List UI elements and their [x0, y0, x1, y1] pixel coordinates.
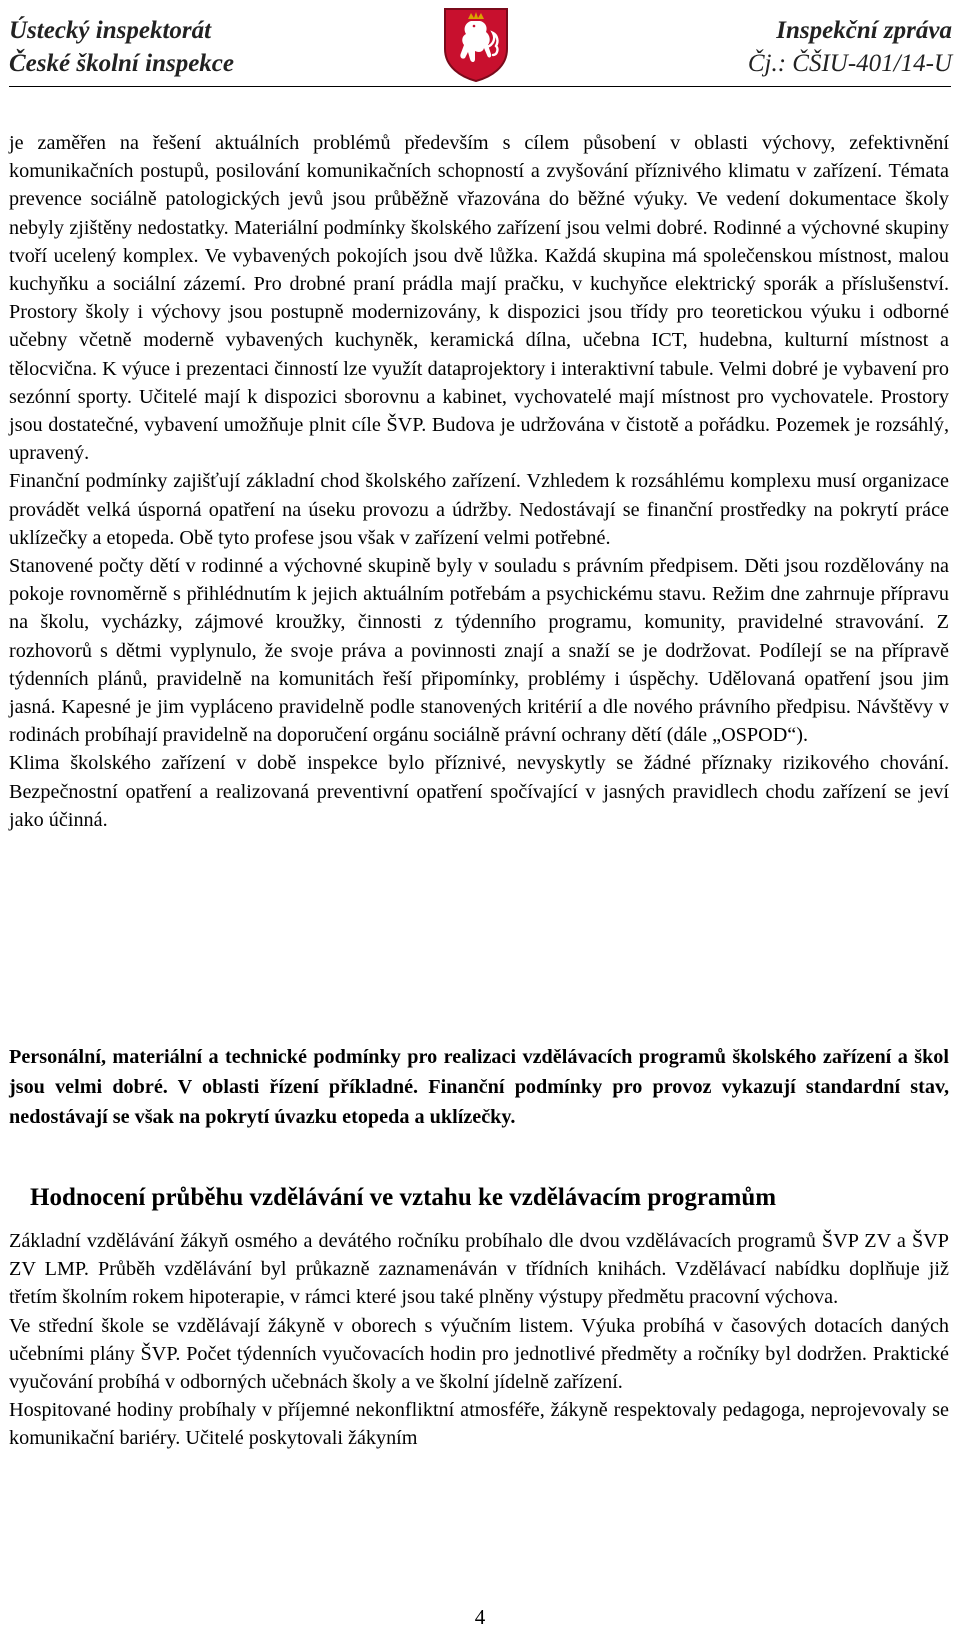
paragraph: Klima školského zařízení v době inspekce bylo příznivé, nevyskytly se žádné příznaky rizikového chování. Bezpečnostní opatření a realizovaná preventivní opatření spočívající v jasných pravidlech chodu zařízení se jeví jako účinná. — [9, 752, 949, 831]
header-left — [9, 14, 234, 80]
czech-lion-emblem-icon — [441, 5, 511, 83]
paragraph: Základní vzdělávání žákyň osmého a devátého ročníku probíhalo dle dvou vzdělávacích programů ŠVP ZV a ŠVP ZV LMP. Průběh vzdělávání byl průkazně zaznamenáván v třídních knihách. Vzdělávací nabídku doplňuje již třetím školním rokem hipoterapie, v rámci které jsou také plněny výstupy předmětu pracovní výchova. — [9, 1230, 949, 1309]
inspectorate-name: Ústecký inspektorát — [9, 17, 212, 44]
paragraph: Finanční podmínky zajišťují základní chod školského zařízení. Vzhledem k rozsáhlému komplexu musí organizace provádět velká úsporná opatření na úseku provozu a údržby. Nedostávají se finanční prostředky na pokrytí práce uklízečky a etopeda. Obě tyto profese jsou však v zařízení velmi potřebné. — [9, 470, 949, 549]
header-divider — [9, 86, 951, 87]
section1-conclusion: Personální, materiální a technické podmínky pro realizaci vzdělávacích programů školského zařízení a škol jsou velmi dobré. V oblasti řízení příkladné. Finanční podmínky pro provoz vykazují standardní stav, nedostávají se však na pokrytí úvazku etopeda a uklízečky. — [9, 1046, 949, 1128]
report-type: Inspekční zpráva — [776, 17, 952, 44]
paragraph: Stanovené počty dětí v rodinné a výchovné skupině byly v souladu s právním předpisem. Děti jsou rozdělovány na pokoje rovnoměrně s přihlédnutím k jejich aktuálním potřebám a psychickému stavu. Režim dne zahrnuje přípravu na školu, vycházky, zájmové kroužky, činnosti z týdenního programu, komunity, pravidelné stravování. Z rozhovorů s dětmi vyplynulo, že svoje práva a povinnosti znají a snaží se je dodržovat. Podílejí se na přípravě týdenních plánů, pravidelně na komunitách řeší připomínky, problémy i úspěchy. Udělovaná opatření jsou jim jasná. Kapesné je jim vypláceno pravidelně podle stanovených kritérií a dle nového právního předpisu. Návštěvy v rodinách probíhají pravidelně na doporučení orgánu sociálně právní ochrany dětí (dále „OSPOD“). — [9, 555, 949, 747]
paragraph: Ve střední škole se vzdělávají žákyně v oborech s výučním listem. Výuka probíhá v časových dotacích daných učebními plány ŠVP. Počet týdenních vyučovacích hodin pro jednotlivé předměty a ročníky byl dodržen. Praktické vyučování probíhá v odborných učebnách školy a ve školní jídelně zařízení. — [9, 1314, 949, 1394]
section2-body — [9, 1227, 949, 1453]
paragraph: Hospitované hodiny probíhaly v příjemné nekonfliktní atmosféře, žákyně respektovaly pedagoga, neprojevovaly se komunikační bariéry. Učitelé poskytovali žákyním — [9, 1399, 949, 1450]
header-right — [748, 14, 952, 80]
section1-body — [9, 129, 949, 834]
paragraph: je zaměřen na řešení aktuálních problémů především s cílem působení v oblasti výchovy, zefektivnění komunikačních postupů, posilování komunikačních schopností a zvyšování příznivého klimatu v zařízení. Témata prevence sociálně patologických jevů jsou průběžně vřazována do běžné výuky. Ve vedení dokumentace školy nebyly zjištěny nedostatky. Materiální podmínky školského zařízení jsou velmi dobré. Rodinné a výchovné skupiny tvoří ucelený komplex. Ve vybavených pokojích jsou dvě lůžka. Každá skupina má společenskou místnost, malou kuchyňku a sociální zázemí. Pro drobné praní prádla mají pračku, v kuchyňce elektrický sporák a příslušenství. Prostory školy i výchovy jsou postupně modernizovány, k dispozici jsou třídy pro teoretickou výuku i odborné učebny včetně moderně vybavených kuchyněk, keramická dílna, učebna ICT, hudebna, kulturní místnost a tělocvična. K výuce i prezentaci činností lze využít dataprojektory i interaktivní tabule. Velmi dobré je vybavení pro sezónní sporty. Učitelé mají k dispozici sborovnu a kabinet, vychovatelé mají místnost pro vychovatele. Prostory jsou dostatečné, vybavení umožňuje plnit cíle ŠVP. Budova je udržována v čistotě a pořádku. Pozemek je rozsáhlý, upravený. — [9, 132, 949, 465]
institution-name: České školní inspekce — [9, 50, 234, 77]
reference-number: Čj.: ČŠIU-401/14-U — [747, 50, 952, 77]
page-number: 4 — [474, 1605, 486, 1629]
section2-heading: Hodnocení průběhu vzdělávání ve vztahu ke vzdělávacím programům — [30, 1184, 777, 1211]
